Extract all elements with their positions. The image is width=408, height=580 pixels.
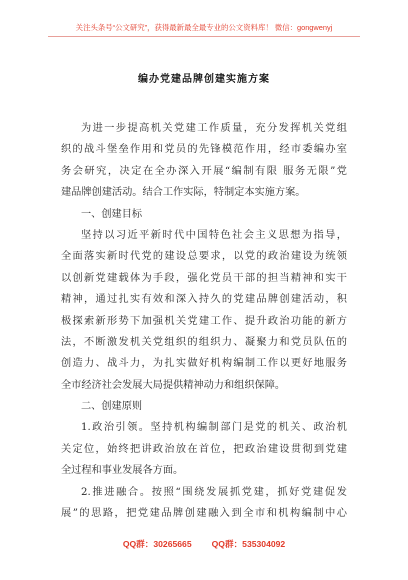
- body-line: 坚持以习近平新时代中国特色社会主义思想为指导，: [81, 229, 347, 241]
- body-line: 以创新党建载体为手段，强化党员干部的担当精神和实干: [61, 272, 347, 284]
- body-line: 极探索新形势下加强机关党建工作、提升政治功能的新方: [61, 315, 347, 327]
- body-line: 织的战斗堡垒作用和党员的先锋模范作用，经市委编办室: [61, 144, 347, 156]
- body-line: 创造力、战斗力，为扎实做好机构编制工作以更好地服务: [61, 358, 347, 370]
- qq-group-1: QQ群：30265665: [122, 539, 192, 549]
- body-line: 法，不断激发机关党组织的组织力、凝聚力和党员队伍的: [61, 336, 347, 348]
- section-heading: 二、创建原则: [81, 401, 143, 413]
- body-line: 全面落实新时代党的建设总要求，以党的政治建设为统领: [61, 251, 347, 263]
- section-heading: 一、创建目标: [81, 208, 143, 220]
- body-line: 为进一步提高机关党建工作质量，充分发挥机关党组: [81, 123, 347, 134]
- body-line: 精神，通过扎实有效和深入持久的党建品牌创建活动，积: [61, 294, 347, 306]
- body-line: 建品牌创建活动。结合工作实际，特制定本实施方案。: [61, 187, 306, 199]
- document-title: 编办党建品牌创建实施方案: [138, 74, 270, 85]
- promo-banner: 关注头条号“公文研究”，获得最新最全最专业的公文资料库！ 微信：gongwenyj: [75, 23, 333, 32]
- banner-divider: [48, 36, 360, 37]
- document-body: [61, 118, 347, 524]
- body-line: 全过程和事业发展各方面。: [61, 465, 184, 477]
- body-line: 关定位，始终把讲政治放在首位，把政治建设贯彻到党建: [61, 443, 347, 455]
- body-line: 全市经济社会发展大局提供精神动力和组织保障。: [61, 379, 286, 391]
- qq-group-2: QQ群：535304092: [211, 539, 286, 549]
- body-line: 2.推进融合。按照“围绕发展抓党建，抓好党建促发: [81, 486, 347, 498]
- body-line: 1.政治引领。坚持机构编制部门是党的机关、政治机: [81, 422, 347, 434]
- body-line: 展”的思路，把党建品牌创建融入到全市和机构编制中心: [61, 508, 347, 520]
- body-line: 务会研究，决定在全办深入开展“编制有限 服务无限”党: [61, 165, 347, 177]
- qq-group-footer: [0, 538, 408, 550]
